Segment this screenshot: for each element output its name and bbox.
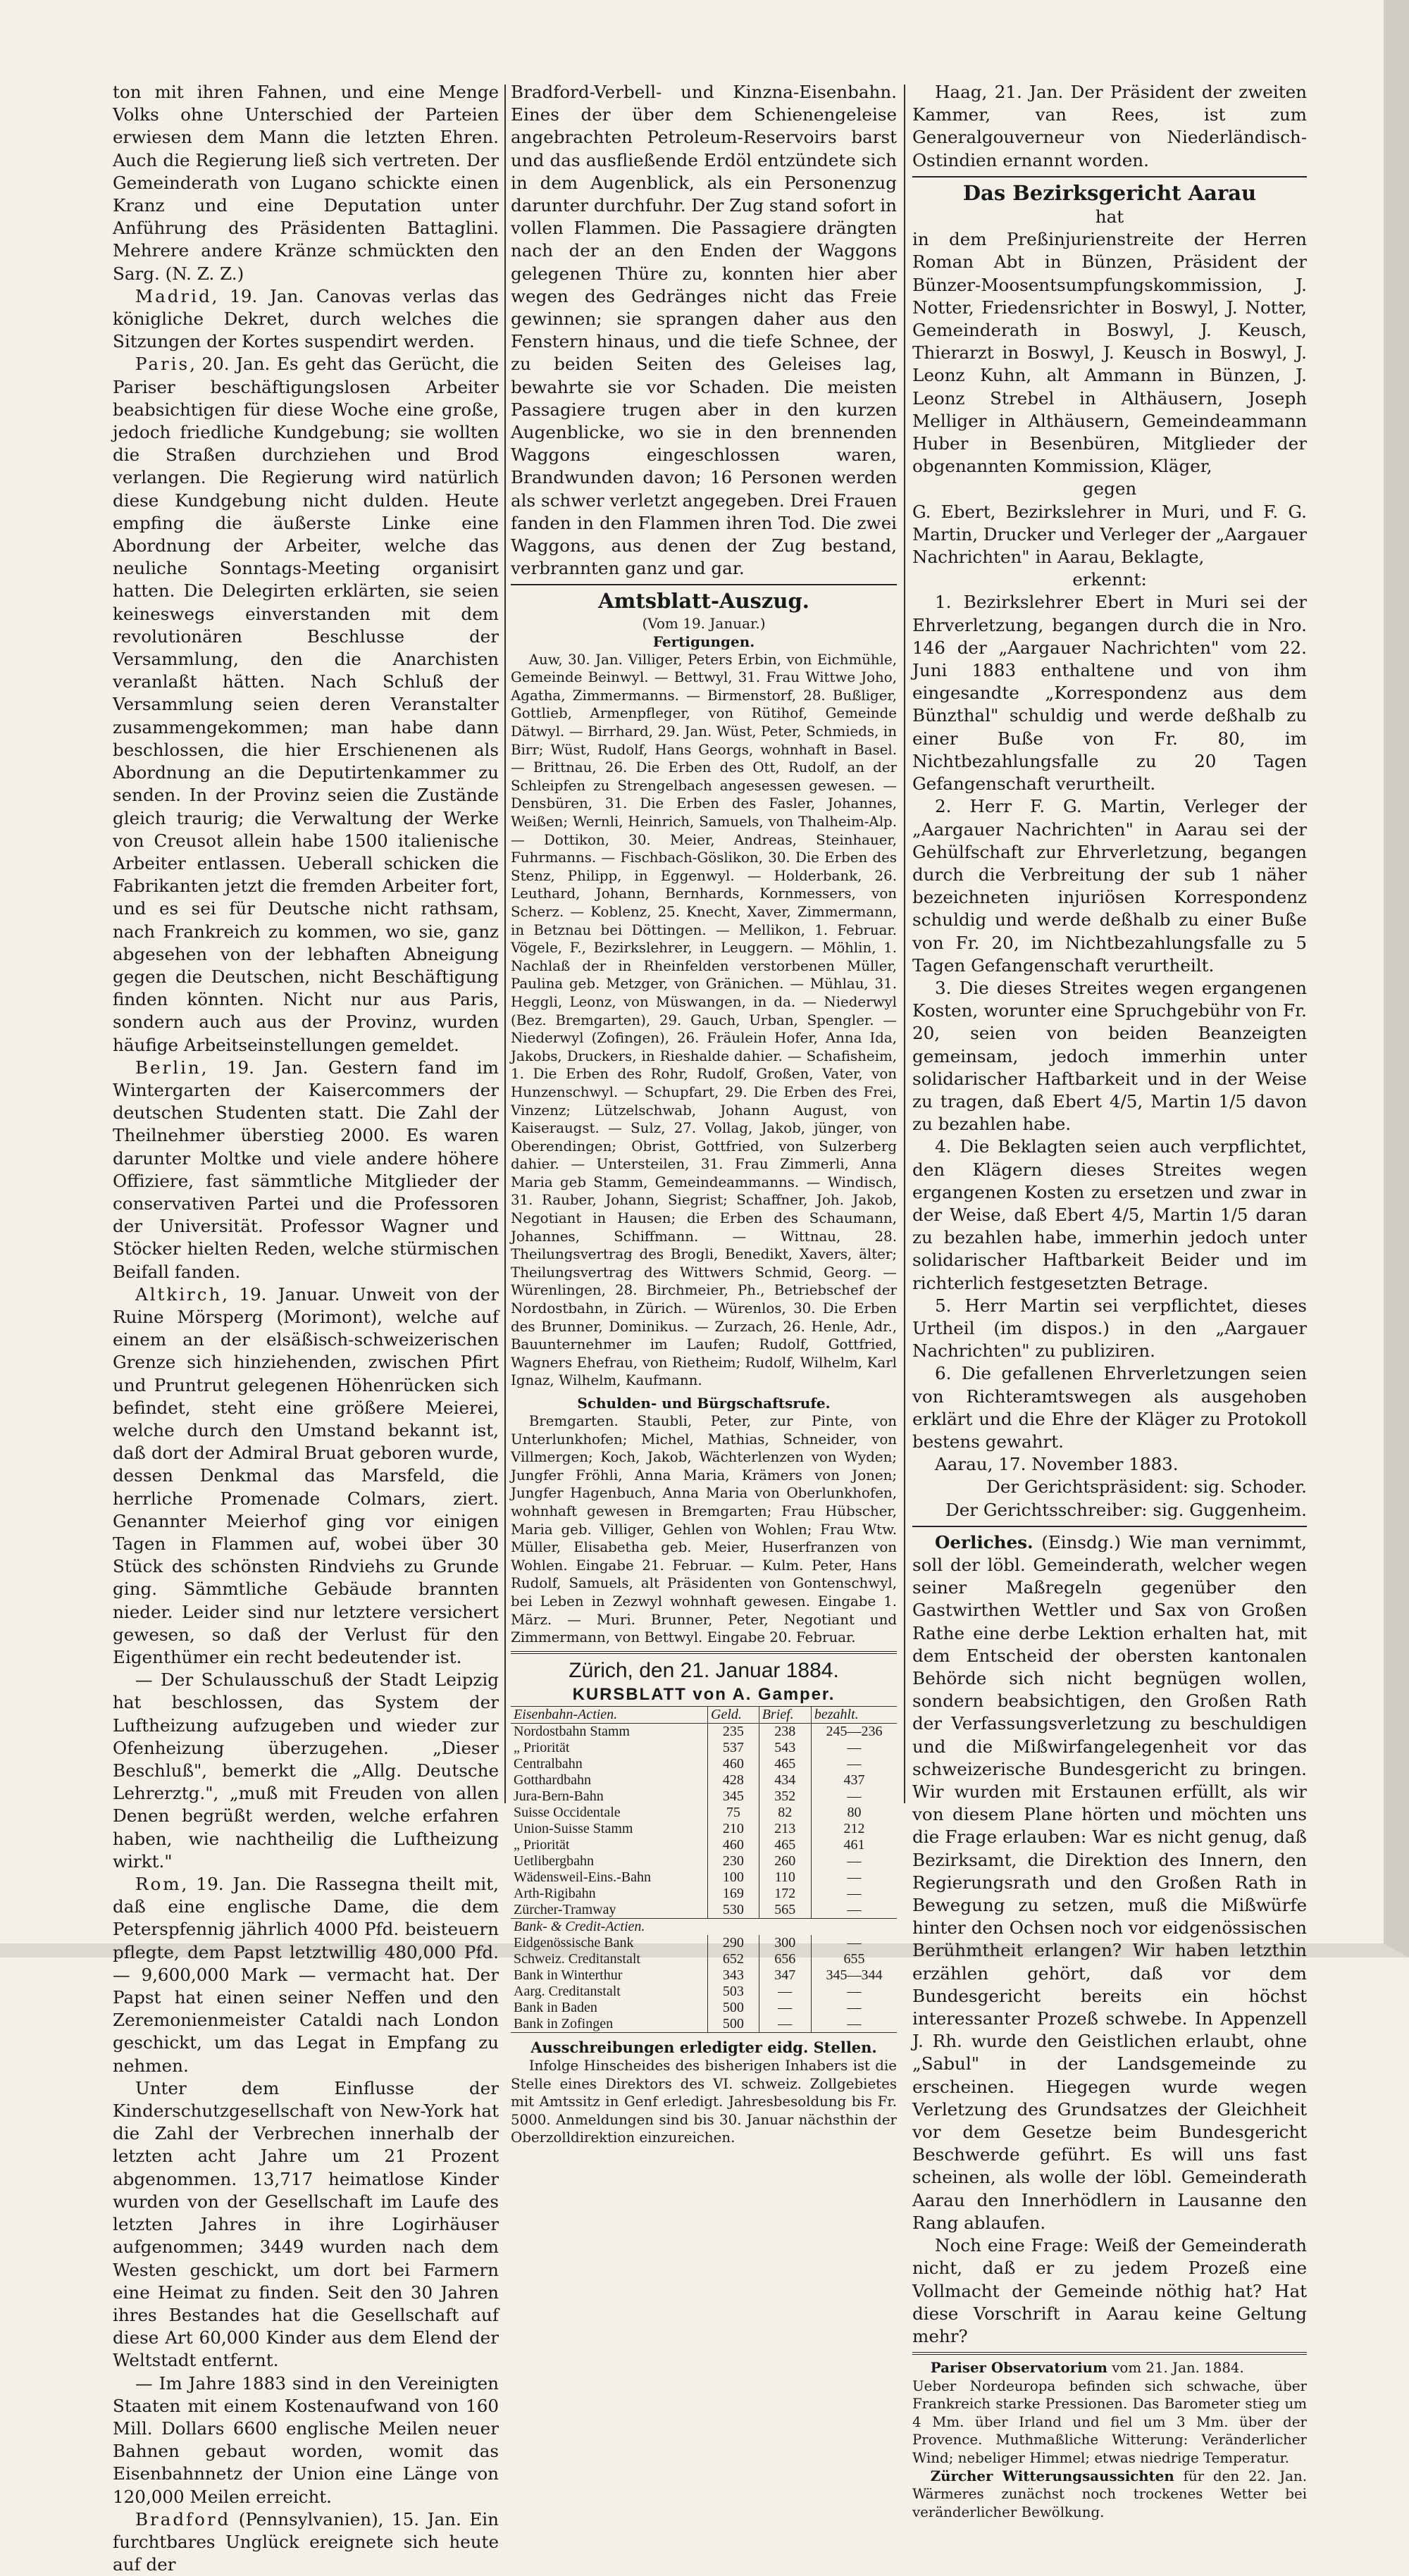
kurs-security-name: Union-Suisse Stamm	[514, 1820, 633, 1836]
kurs-value: 300	[759, 1935, 811, 1951]
divider	[912, 176, 1307, 178]
kurs-col-header: bezahlt.	[811, 1706, 897, 1723]
kurs-col-header: Eisenbahn-Actien.	[511, 1706, 708, 1723]
kurs-row	[511, 1756, 897, 1772]
kurs-section-row	[511, 1918, 897, 1935]
ausschreibung-title: Ausschreibungen erledigter eidg. Stellen.	[530, 2038, 877, 2056]
kurs-col-header: Brief.	[759, 1706, 811, 1723]
kurs-row	[511, 1821, 897, 1837]
observatorium-date: vom 21. Jan. 1884.	[1107, 2360, 1244, 2377]
dateline-bradford: Bradford	[135, 2508, 231, 2530]
kurs-value: 543	[759, 1740, 811, 1756]
madrid-article	[113, 285, 499, 354]
kursblatt-bank-section	[511, 1918, 897, 1935]
schulden-title: Schulden- und Bürgschaftsrufe.	[577, 1395, 831, 1412]
kurs-value: 565	[759, 1902, 811, 1919]
kurs-value: 503	[708, 1984, 759, 2000]
dateline-altkirch: Altkirch	[135, 1283, 223, 1305]
bradford-article	[113, 2508, 499, 2576]
kurs-value: 110	[759, 1869, 811, 1886]
urteil-1: 1. Bezirkslehrer Ebert in Muri sei der Ehrverletzung, begangen durch die in Nro. 146 der „Aargauer Nachrichten" vom 22. Juni 1883 enthaltene und von ihm eingesandte „Korrespondenz aus dem Bünzthal" schuldig und werde deßhalb zu einer Buße von Fr. 80, im Nichtbezahlungsfalle zu 20 Tagen Gefangenschaft verurtheilt.	[912, 592, 1307, 795]
berlin-article	[113, 1057, 499, 1283]
rom-text: , 19. Jan. Die Rassegna theilt mit, daß eine englische Dame, die dem Peterspfennig jährlich 4000 Pfd. beisteuern pflegte, dem Papst letztwillig 480,000 Pfd. — 9,600,000 Mark — vermacht hat. Der Papst hat einen seiner Neffen und den Zeremonienmeister Cataldi nach London geschickt, um das Legat in Empfang zu nehmen.	[113, 1874, 499, 2076]
kurs-value: 235	[708, 1723, 759, 1740]
us-railway-article: — Im Jahre 1883 sind in den Vereinigten Staaten mit einem Kostenaufwand von 160 Mill. Dollars 6600 englische Meilen neuer Bahnen gebaut worden, womit das Eisenbahnnetz der Union eine Länge von 120,000 Meilen erreicht.	[113, 2372, 499, 2507]
kurs-security-name: „ Priorität	[514, 1739, 570, 1755]
kurs-security-name: Arth-Rigibahn	[514, 1885, 596, 1901]
kurs-security-name: Zürcher-Tramway	[514, 1901, 616, 1917]
kurs-value: 465	[759, 1756, 811, 1772]
urteil-2: 2. Herr F. G. Martin, Verleger der „Aargauer Nachrichten" in Aarau sei der Gehülfschaft zur Ehrverletzung, begangen durch die Verbreitung der sub 1 näher bezeichneten injuriösen Korrespondenz schuldig und werde deßhalb zu einer Buße von Fr. 20, im Nichtbezahlungsfalle zu 5 Tagen Gefangenschaft verurtheilt.	[912, 796, 1307, 976]
observatorium-article	[912, 2359, 1307, 2377]
divider	[511, 584, 897, 585]
kurs-value: 230	[708, 1853, 759, 1869]
kurs-row	[511, 1853, 897, 1869]
urteil-3: 3. Die dieses Streites wegen ergangenen Kosten, worunter eine Spruchgebühr von Fr. 20, seien von beiden Beanzeigten gemeinsam, jedoch immerhin unter solidarischer Haftbarkeit und in der Weise zu tragen, daß Ebert 4/5, Martin 1/5 davon zu bezahlen habe.	[912, 977, 1307, 1135]
kurs-value: —	[811, 1756, 897, 1772]
kurs-value: 652	[708, 1951, 759, 1967]
bezirksgericht-hat: hat	[1095, 206, 1124, 228]
column-2	[511, 81, 897, 2147]
urteil-5: 5. Herr Martin sei verpflichtet, dieses Urtheil (im dispos.) in den „Aargauer Nachrichten" zu publiziren.	[912, 1295, 1307, 1362]
kurs-security-name: Bank in Baden	[514, 1999, 597, 2015]
kurs-value: 80	[811, 1805, 897, 1821]
kurs-value: —	[811, 2000, 897, 2016]
kursblatt-header-row	[511, 1706, 897, 1723]
dateline-rom: Rom	[135, 1874, 182, 1895]
kurs-value: —	[811, 1869, 897, 1886]
divider	[511, 1651, 897, 1654]
kurs-value: 352	[759, 1788, 811, 1805]
kurs-row	[511, 1984, 897, 2000]
kurs-value: —	[811, 1984, 897, 2000]
kurs-row	[511, 1788, 897, 1805]
bezirksgericht-erkennt: erkennt:	[1072, 569, 1147, 590]
kurs-row	[511, 1740, 897, 1756]
kurs-security-name: „ Priorität	[514, 1836, 570, 1853]
kurs-value: 75	[708, 1805, 759, 1821]
kurs-security-name: Suisse Occidentale	[514, 1804, 621, 1820]
kurs-row	[511, 1805, 897, 1821]
kurs-value: 100	[708, 1869, 759, 1886]
bezirksgericht-title: Das Bezirksgericht Aarau	[962, 180, 1257, 205]
kurs-security-name: Aarg. Creditanstalt	[514, 1983, 621, 1999]
kurs-security-name: Nordostbahn Stamm	[514, 1723, 630, 1739]
kurs-security-name: Jura-Bern-Bahn	[514, 1788, 604, 1804]
kurs-row	[511, 2000, 897, 2016]
kurs-value: —	[811, 1853, 897, 1869]
kurs-value: —	[811, 1740, 897, 1756]
kurs-row	[511, 2016, 897, 2033]
kurs-security-name: Bank in Winterthur	[514, 1967, 623, 1983]
kurs-row	[511, 1967, 897, 1984]
kurs-value: —	[811, 1886, 897, 1902]
altkirch-article	[113, 1283, 499, 1669]
paris-text: , 20. Jan. Es geht das Gerücht, die Pariser beschäftigungslosen Arbeiter beabsichtigen für diese Woche eine große, jedoch friedliche Kundgebung; sie wollten die Straßen durchziehen und Brod verlangen. Die Regierung wird natürlich diese Kundgebung nicht dulden. Heute empfing die äußerste Linke eine Abordnung der Arbeiter, welche das neuliche Sonntags-Meeting organisirt hatten. Die Delegirten erklärten, sie seien keineswegs einverstanden mit dem revolutionären Beschlusse der Versammlung, den die Anarchisten veranlaßt hätten. Nach Schluß der Versammlung seien deren Veranstalter zusammengekommen; man habe dann beschlossen, die hier Erschienenen als Abordnung an die Deputirtenkammer zu senden. In der Provinz seien die Zustände gleich traurig; die Verwaltung der Werke von Creusot allein habe 1500 italienische Arbeiter entlassen. Ueberall schicken die Fabrikanten jetzt die fremden Arbeiter fort, und es sei für Deutsche nicht rathsam, nach Frankreich zu kommen, wo sie, ganz abgesehen von der lebhaften Abneigung gegen die Deutschen, nicht Beschäftigung finden könnten. Nicht nur aus Paris, sondern auch aus der Provinz, wurden häufige Arbeitseinstellungen gemeldet.	[113, 354, 499, 1055]
kurs-value: 460	[708, 1756, 759, 1772]
kurs-section-label: Bank- & Credit-Actien.	[511, 1918, 897, 1935]
kurs-value: 537	[708, 1740, 759, 1756]
leipzig-article: — Der Schulausschuß der Stadt Leipzig hat beschlossen, das System der Luftheizung aufzugeben und wieder zur Ofenheizung überzugehen. „Dieser Beschluß", bemerkt die „Allg. Deutsche Lehrerztg.", „muß mit Freuden von allen Denen begrüßt werden, welche erfahren haben, wie nachtheilig die Luftheizung wirkt."	[113, 1669, 499, 1872]
kursblatt-dateline: Zürich, den 21. Januar 1884.	[569, 1658, 839, 1682]
kurs-value: 213	[759, 1821, 811, 1837]
kurs-value: 345	[708, 1788, 759, 1805]
dateline-madrid: Madrid	[135, 285, 212, 306]
observatorium-title: Pariser Observatorium	[930, 2359, 1107, 2377]
kurs-row	[511, 1723, 897, 1740]
lugano-funeral-text: ton mit ihren Fahnen, und eine Menge Volks ohne Unterschied der Parteien erwiesen dem Mann die letzten Ehren. Auch die Regierung ließ sich vertreten. Der Gemeinderath von Lugano schickte einen Kranz und eine Deputation unter Anführung des Präsidenten Battaglini. Mehrere andere Kränze schmückten den Sarg. (N. Z. Z.)	[113, 82, 499, 284]
amtsblatt-subtitle: (Vom 19. Januar.)	[642, 614, 766, 632]
kurs-value: 500	[708, 2000, 759, 2016]
kurs-row	[511, 1902, 897, 1919]
bezirksgericht-gegen: gegen	[1082, 478, 1137, 499]
column-3	[912, 81, 1307, 2521]
kurs-value: 460	[708, 1837, 759, 1853]
witterung-title: Zürcher Witterungsaussichten	[930, 2467, 1174, 2484]
kurs-value: 437	[811, 1772, 897, 1788]
kurs-row	[511, 1935, 897, 1951]
kurs-value: 655	[811, 1951, 897, 1967]
divider	[912, 2352, 1307, 2355]
kurs-row	[511, 1869, 897, 1886]
gericht-schreiber: Der Gerichtsschreiber: sig. Guggenheim.	[945, 1499, 1307, 1520]
witterung-article	[912, 2468, 1307, 2522]
kursblatt-banks	[511, 1935, 897, 2033]
ausschreibung-text: Infolge Hinscheides des bisherigen Inhabers ist die Stelle eines Direktors des VI. schweiz. Zollgebietes mit Amtssitz in Genf erledigt. Jahresbesoldung bis Fr. 5000. Anmeldungen sind bis 30. Januar nächsthin der Oberzolldirektion einzureichen.	[511, 2057, 897, 2146]
gericht-date: Aarau, 17. November 1883.	[934, 1454, 1179, 1475]
column-1	[113, 81, 499, 2576]
kurs-security-name: Wädensweil-Eins.-Bahn	[514, 1869, 651, 1885]
paris-article	[113, 353, 499, 1056]
observatorium-text: Ueber Nordeuropa befinden sich schwache, über Frankreich starke Pressionen. Das Barometer stieg um 4 Mm. über Irland und fiel um 3 Mm. über der Provence. Muthmaßliche Witterung: Veränderlicher Wind; nebeliger Himmel; etwas niedrige Temperatur.	[912, 2377, 1307, 2467]
gericht-praesident: Der Gerichtspräsident: sig. Schoder.	[986, 1476, 1307, 1498]
kurs-value: 465	[759, 1837, 811, 1853]
haag-article: Haag, 21. Jan. Der Präsident der zweiten Kammer, van Rees, ist zum Generalgouverneur von Niederländisch-Ostindien ernannt worden.	[912, 82, 1307, 170]
kurs-value: 245—236	[811, 1723, 897, 1740]
kurs-value: —	[759, 2016, 811, 2033]
amtsblatt-title: Amtsblatt-Auszug.	[598, 589, 809, 614]
urteil-4: 4. Die Beklagten seien auch verpflichtet, den Klägern dieses Streites wegen ergangenen Kosten zu ersetzen und zwar in der Weise, daß Ebert 4/5, Martin 1/5 daran zu bezahlen habe, immerhin jedoch unter solidarischer Haftbarkeit Beider und im richterlich festgesetzten Betrage.	[912, 1136, 1307, 1293]
kurs-value: 656	[759, 1951, 811, 1967]
oerliches-heading: Oerliches.	[934, 1531, 1034, 1553]
kurs-value: 434	[759, 1772, 811, 1788]
kurs-value: 82	[759, 1805, 811, 1821]
kurs-value: 290	[708, 1935, 759, 1951]
kurs-security-name: Uetlibergbahn	[514, 1853, 595, 1869]
kurs-value: 343	[708, 1967, 759, 1984]
oerliches-question: Noch eine Frage: Weiß der Gemeinderath nicht, daß er zu jedem Prozeß eine Vollmacht der Gemeinde nöthig hat? Hat diese Vorschrift in Aarau keine Geltung mehr?	[912, 2235, 1307, 2346]
kurs-value: —	[811, 2016, 897, 2033]
kurs-value: 260	[759, 1853, 811, 1869]
kurs-value: 530	[708, 1902, 759, 1919]
kurs-value: —	[759, 1984, 811, 2000]
kursblatt-title: KURSBLATT von A. Gamper.	[572, 1684, 836, 1704]
bezirksgericht-beklagte: G. Ebert, Bezirkslehrer in Muri, und F. G. Martin, Drucker und Verleger der „Aargauer Nachrichten" in Aarau, Beklagte,	[912, 501, 1307, 568]
kurs-value: 210	[708, 1821, 759, 1837]
divider	[912, 1526, 1307, 1527]
kurs-value: 238	[759, 1723, 811, 1740]
berlin-text: , 19. Jan. Gestern fand im Wintergarten der Kaisercommers der deutschen Studenten statt. Die Zahl der Theilnehmer überstieg 2000. Es waren darunter Moltke und viele andere höhere Offiziere, fast sämmtliche Mitglieder der conservativen Partei und die Professoren der Universität. Professor Wagner und Stöcker hielten Reden, welche stürmischen Beifall fanden.	[113, 1057, 499, 1282]
oerliches-text: (Einsdg.) Wie man vernimmt, soll der löbl. Gemeinderath, welcher wegen seiner Maßregeln gegenüber den Gastwirthen Wettler und Sax von Großen Rathe eine derbe Lektion erhalten hat, mit dem Entscheid der obersten kantonalen Behörde sich nicht begnügen wollen, sondern beabsichtigen, den Großen Rath der Verfassungsverletzung zu beschuldigen und die Mißwirfangelegenheit vor das schweizerische Bundesgericht zu bringen. Wir wurden mit Erstaunen erfüllt, als wir von diesem Plane hörten und möchten uns die Frage erlauben: War es nicht genug, daß Bezirksamt, die Direktion des Innern, den Regierungsrath und den Großen Rath in Bewegung zu setzen, muß die Mißwürfe hinter den Ochsen noch vor eidgenössischen Berühmtheit erlangen? Wir haben letzthin erzählen gehört, daß vor dem Bundesgericht bereits ein höchst interessanter Prozeß schwebe. In Appenzell J. Rh. wurde den Geistlichen erlaubt, ohne „Sabul" in der Landsgemeinde zu erscheinen. Hiegegen wurde wegen Verletzung des Grundsatzes der Gleichheit vor dem Gesetze beim Bundesgericht Beschwerde geführt. Es will uns fast scheinen, als wolle der löbl. Gemeinderath Aarau den Innerhödlern in Lausanne den Rang ablaufen.	[912, 1531, 1307, 2233]
bradford-text: (Pennsylvanien), 15. Jan. Ein furchtbares Unglück ereignete sich heute auf der	[113, 2508, 499, 2575]
kurs-row	[511, 1886, 897, 1902]
kurs-security-name: Schweiz. Creditanstalt	[514, 1950, 640, 1967]
altkirch-text: , 19. Januar. Unweit von der Ruine Mörsperg (Morimont), welche auf einem an der elsäßisch-schweizerischen Grenze sich hinziehenden, zwischen Pfirt und Pruntrut gelegenen Höhenrücken sich befindet, steht eine größere Meierei, welche durch den Umstand bekannt ist, daß dort der Admiral Bruat geboren wurde, dessen Denkmal das Marsfeld, die herrliche Promenade Colmars, ziert. Genannter Meierhof ging vor einigen Tagen in Flammen auf, wobei über 30 Stück des schönsten Rindviehs zu Grunde ging. Sämmtliche Gebäude brannten nieder. Leider sind nur letztere versichert gewesen, so daß der Verlust für den Eigenthümer ein recht bedeutender ist.	[113, 1283, 499, 1668]
kurs-security-name: Centralbahn	[514, 1755, 583, 1772]
kurs-value: —	[811, 1935, 897, 1951]
newyork-article: Unter dem Einflusse der Kinderschutzgesellschaft von New-York hat die Zahl der Verbrechen innerhalb der letzten acht Jahre um 21 Prozent abgenommen. 13,717 heimatlose Kinder wurden von der Gesellschaft im Laufe des letzten Jahres in ihre Logirhäuser aufgenommen; 3449 wurden nach dem Westen geschickt, um dort bei Farmern eine Heimat zu finden. Seit den 30 Jahren ihres Bestandes hat die Gesellschaft auf diese Art 60,000 Kinder aus dem Elend der Weltstadt entfernt.	[113, 2077, 499, 2371]
madrid-text: , 19. Jan. Canovas verlas das königliche Dekret, durch welches die Sitzungen der Kortes suspendirt werden.	[113, 285, 499, 352]
kurs-row	[511, 1772, 897, 1788]
kurs-value: —	[811, 1902, 897, 1919]
schulden-text: Bremgarten. Staubli, Peter, zur Pinte, von Unterlunkhofen; Michel, Mathias, Schneider, von Villmergen; Koch, Jakob, Wächterlenzen von Wyden; Jungfer Fröhli, Anna Maria, Krämers von Jonen; Jungfer Hagenbuch, Anna Maria von Oberlunkhofen, wohnhaft gewesen in Bremgarten; Frau Hübscher, Maria geb. Villiger, Gehlen von Wohlen; Frau Wtw. Müller, Elisabetha geb. Meier, Huserfranzen von Wohlen. Eingabe 21. Februar. — Kulm. Peter, Hans Rudolf, Samuels, alt Präsidenten von Gontenschwyl, bei Leben in Zezwyl wohnhaft gewesen. Eingabe 1. März. — Muri. Brunner, Peter, Negotiant und Zimmermann, von Bettwyl. Eingabe 20. Februar.	[511, 1413, 897, 1646]
kurs-value: 212	[811, 1821, 897, 1837]
witterung-text: für den 22. Jan. Wärmeres zunächst noch trockenes Wetter bei veränderlicher Bewölkung.	[912, 2468, 1307, 2520]
kurs-value: 345—344	[811, 1967, 897, 1984]
kurs-security-name: Eidgenössische Bank	[514, 1934, 634, 1950]
kurs-value: 172	[759, 1886, 811, 1902]
column-rule-right	[904, 85, 905, 1803]
kurs-value: 461	[811, 1837, 897, 1853]
urteil-6: 6. Die gefallenen Ehrverletzungen seien von Richteramtswegen als ausgehoben erklärt und die Ehre der Kläger zu Protokoll bestens gewahrt.	[912, 1363, 1307, 1452]
kurs-value: 169	[708, 1886, 759, 1902]
rom-article	[113, 1873, 499, 2077]
kurs-value: 500	[708, 2016, 759, 2033]
kursblatt-rails	[511, 1723, 897, 1918]
kursblatt-table	[511, 1706, 897, 2033]
kurs-value: —	[811, 1788, 897, 1805]
kurs-value: 347	[759, 1967, 811, 1984]
kurs-value: 428	[708, 1772, 759, 1788]
column-rule-left	[504, 85, 506, 1803]
kurs-security-name: Gotthardbahn	[514, 1772, 591, 1788]
bradford-continued: Bradford-Verbell- und Kinzna-Eisenbahn. Eines der über dem Schienengeleise angebrachten Petroleum-Reservoirs barst und das ausfließende Erdöl entzündete sich in dem Augenblick, als ein Personenzug darunter durchfuhr. Der Zug stand sofort in vollen Flammen. Die Passagiere drängten nach der an den Enden der Waggons gelegenen Thüre zu, konnten hier aber wegen des Gedränges nicht das Freie gewinnen; sie sprangen daher aus den Fenstern hinaus, und die tiefe Schnee, der zu beiden Seiten des Geleises lag, bewahrte sie vor Schaden. Die meisten Passagiere trugen aber in den kurzen Augenblicke, wo sie in den brennenden Waggons eingeschlossen waren, Brandwunden davon; 16 Personen werden als schwer verletzt angegeben. Drei Frauen fanden in den Flammen ihren Tod. Die zwei Waggons, aus denen der Zug bestand, verbrannten ganz und gar.	[511, 82, 897, 579]
fertigungen-text: Auw, 30. Jan. Villiger, Peters Erbin, von Eichmühle, Gemeinde Beinwyl. — Bettwyl, 31. Frau Wittwe Joho, Agatha, Zimmermanns. — Birmenstorf, 28. Bußliger, Gottlieb, Armenpfleger, von Rütihof, Gemeinde Dätwyl. — Birrhard, 29. Jan. Wüst, Peter, Schmieds, in Birr; Wüst, Rudolf, Hans Georgs, wohnhaft in Basel. — Brittnau, 26. Die Erben des Ott, Rudolf, an der Schleipfen zu Strengelbach angesessen gewesen. — Densbüren, 31. Die Erben des Fasler, Johannes, Weißen; Wernli, Heinrich, Samuels, von Thalheim-Alp. — Dottikon, 30. Meier, Andreas, Steinhauer, Fuhrmanns. — Fischbach-Göslikon, 30. Die Erben des Stenz, Philipp, in Eggenwyl. — Holderbank, 26. Leuthard, Johann, Bernhards, Kornmessers, von Scherz. — Koblenz, 25. Knecht, Xaver, Zimmermann, in Betznau bei Döttingen. — Mellikon, 1. Februar. Vögele, F., Bezirkslehrer, in Leuggern. — Möhlin, 1. Nachlaß der in Rheinfelden verstorbenen Müller, Paulina geb. Metzger, von Gränichen. — Mühlau, 31. Heggli, Leonz, von Müswangen, in da. — Niederwyl (Bez. Bremgarten), 29. Gauch, Urban, Spengler. — Niederwyl (Zofingen), 26. Fräulein Hofer, Anna Ida, Jakobs, Druckers, in Rieshalde dahier. — Schafisheim, 1. Die Erben des Rohr, Rudolf, Großen, Vater, von Hunzenschwyl. — Schupfart, 29. Die Erben des Frei, Vinzenz; Lützelschwab, Johann August, von Kaiseraugst. — Sulz, 27. Vollag, Jakob, jünger, von Oberendingen; Obrist, Gottfried, von Sulzerberg dahier. — Untersteilen, 31. Frau Zimmerli, Anna Maria geb Stamm, Gemeindeammanns. — Windisch, 31. Rauber, Johann, Siegrist; Schaffner, Joh. Jakob, Negotiant in Hausen; die Erben des Schaumann, Johannes, Schiffmann. — Wittnau, 28. Theilungsvertrag des Brogli, Benedikt, Xavers, älter; Theilungsvertrag des Wittwers Schmid, Georg. — Würenlingen, 28. Birchmeier, Ph., Betriebschef der Nordostbahn, in Zürich. — Würenlos, 30. Die Erben des Brunner, Dominikus. — Zurzach, 26. Henle, Adr., Bauunternehmer im Laufen; Rudolf, Gottfried, Wagners Ehefrau, von Rietheim; Rudolf, Wilhelm, Karl Ignaz, Wilhelm, Kaufmann.	[511, 651, 897, 1389]
kurs-security-name: Bank in Zofingen	[514, 2015, 614, 2031]
bezirksgericht-intro: in dem Preßinjurienstreite der Herren Roman Abt in Bünzen, Präsident der Bünzer-Moosentsumpfungskommission, J. Notter, Friedensrichter in Boswyl, J. Notter, Gemeinderath in Boswyl, J. Keusch, Thierarzt in Boswyl, J. Keusch in Boswyl, J. Leonz Kuhn, alt Ammann in Bünzen, J. Leonz Strebel in Althäusern, Joseph Melliger in Althäusern, Gemeindeammann Huber in Besenbüren, Mitglieder der obgenannten Kommission, Kläger,	[912, 229, 1307, 477]
oerliches-article	[912, 1531, 1307, 2234]
dateline-paris: Paris	[135, 354, 190, 375]
kurs-value: —	[759, 2000, 811, 2016]
kurs-row	[511, 1951, 897, 1967]
fertigungen-title: Fertigungen.	[652, 633, 755, 650]
kurs-col-header: Geld.	[708, 1706, 759, 1723]
kurs-row	[511, 1837, 897, 1853]
dateline-berlin: Berlin	[135, 1057, 201, 1078]
